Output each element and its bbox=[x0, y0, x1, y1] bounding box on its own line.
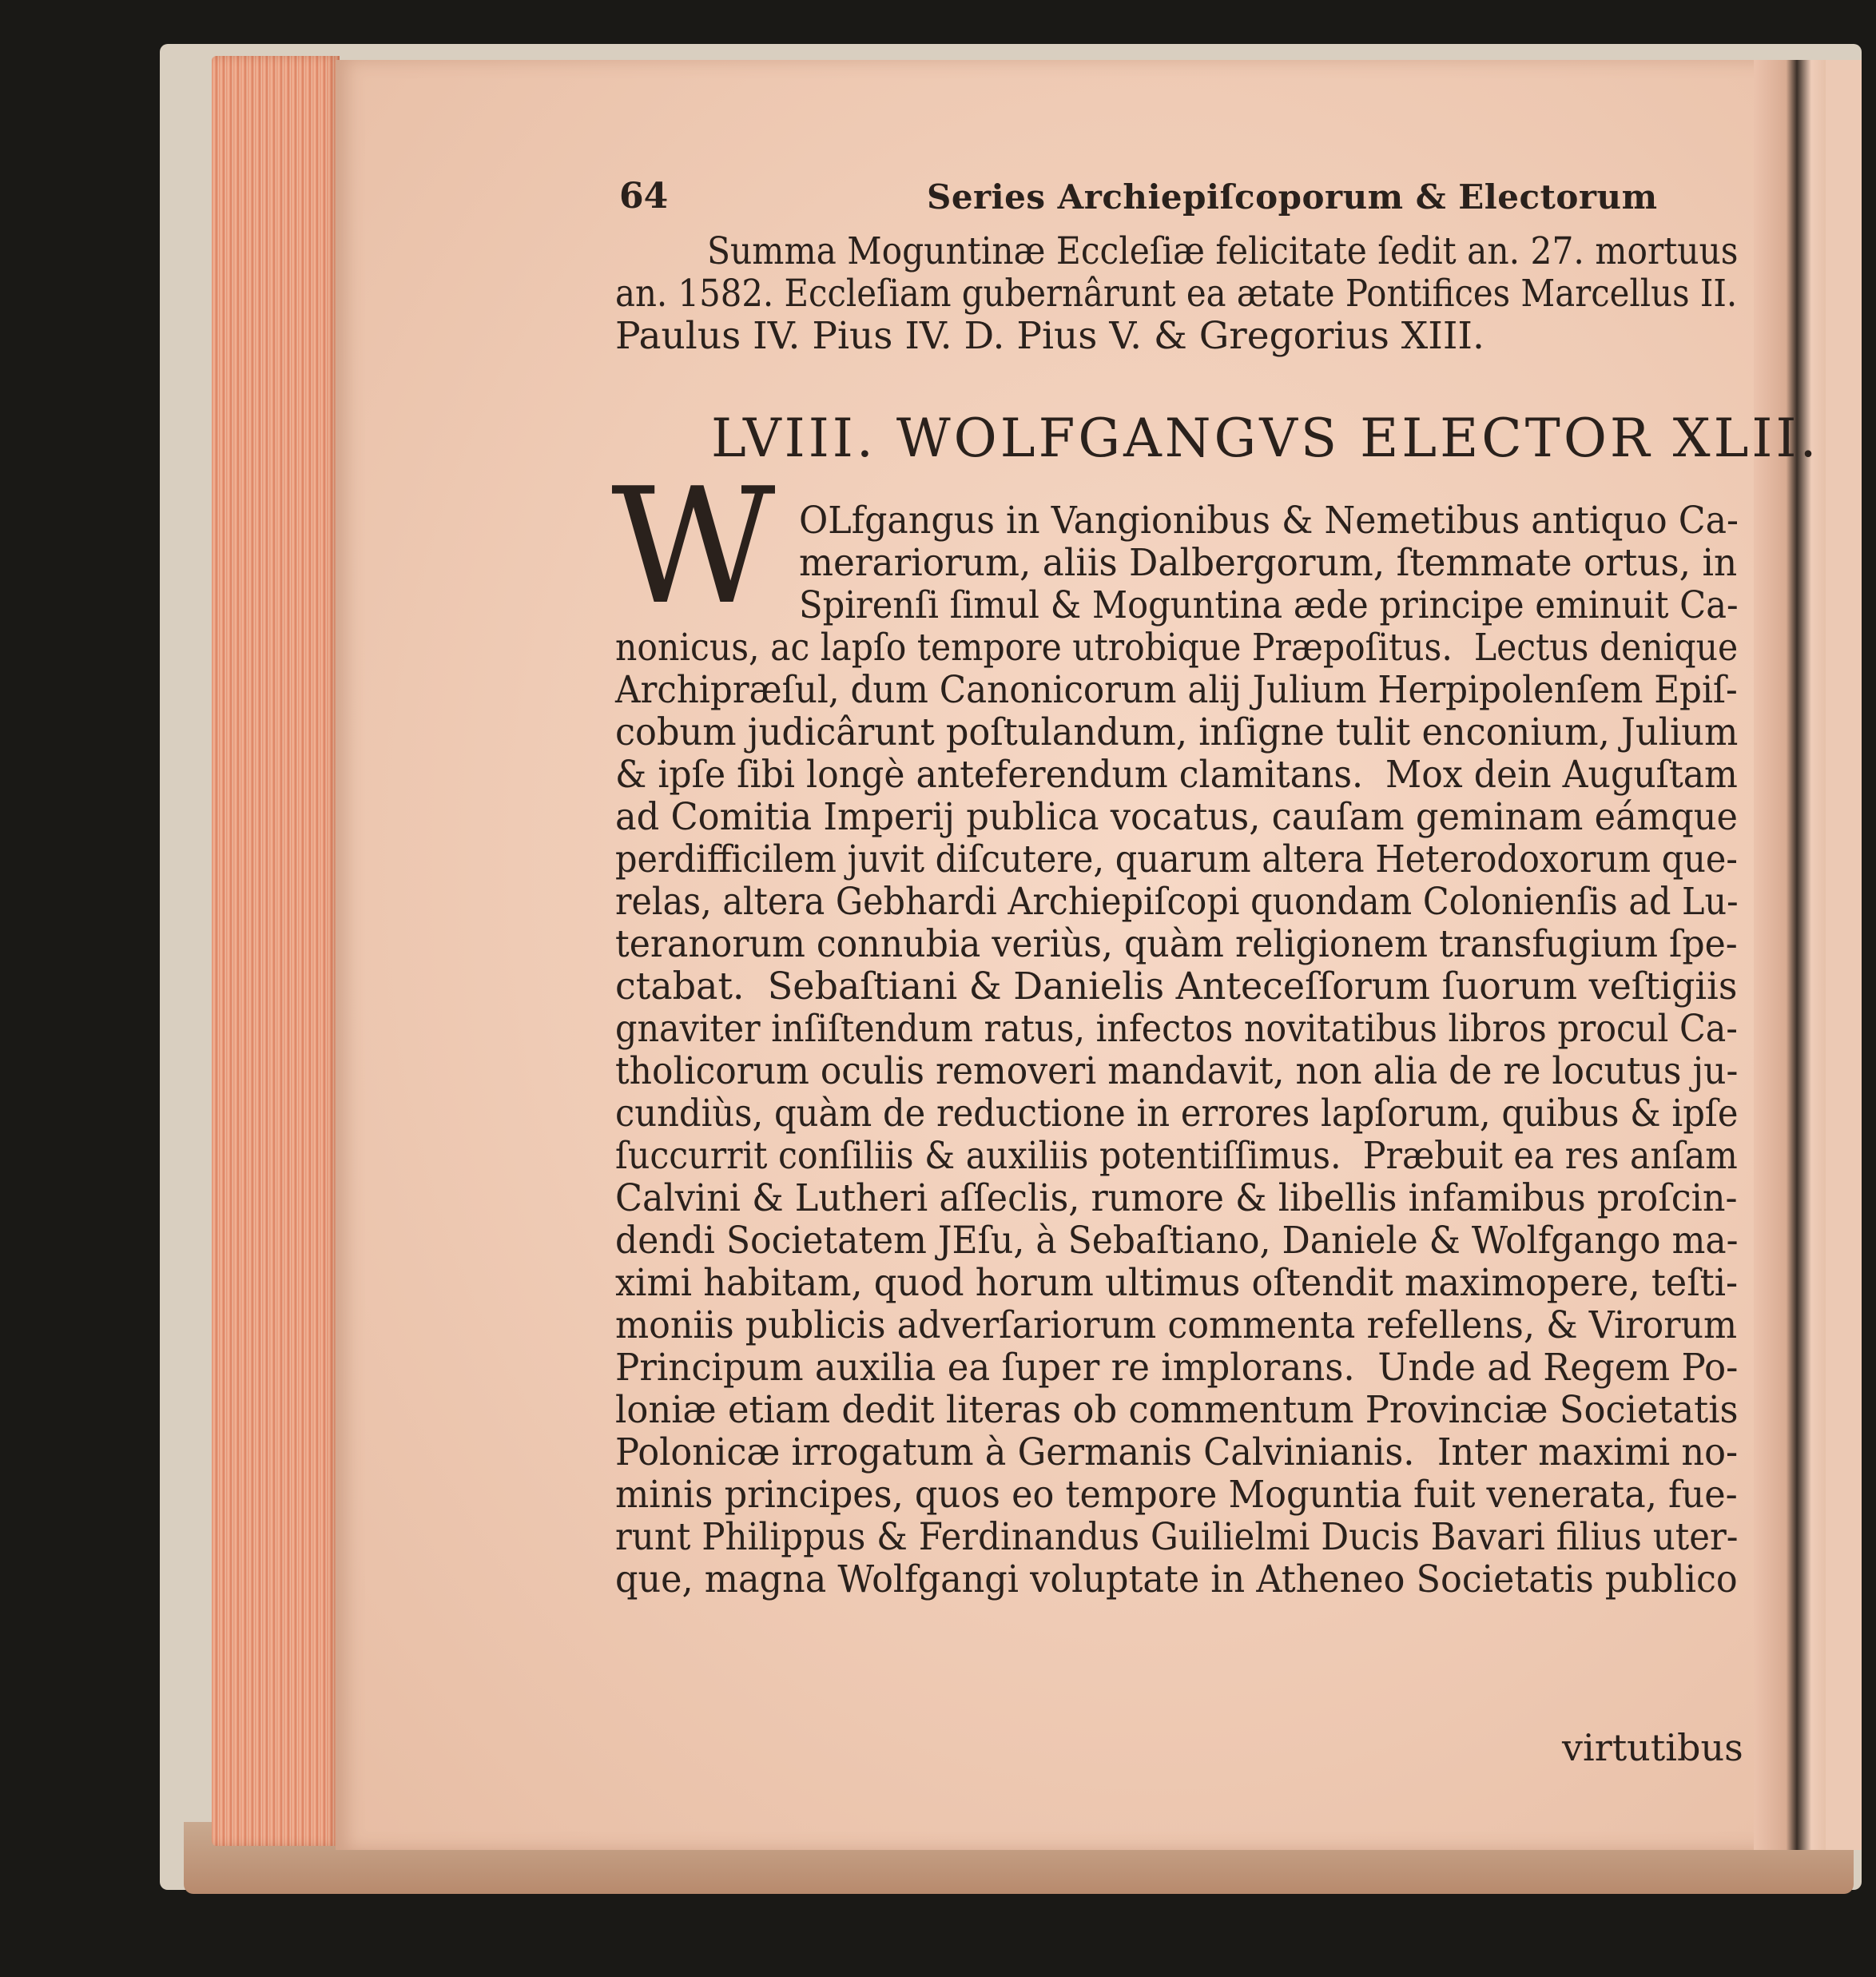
text-line: ad Comitia Imperij publica vocatus, cauſam geminam eámque bbox=[615, 795, 1738, 839]
text-line: cobum judicârunt poſtulandum, inſigne tulit enconium, Julium bbox=[615, 710, 1739, 754]
text-line: tholicorum oculis removeri mandavit, non alia de re locutus ju- bbox=[615, 1049, 1739, 1093]
text-line: & ipſe ſibi longè anteferendum clamitans. Mox dein Auguſtam bbox=[615, 753, 1738, 797]
text-line: ximi habitam, quod horum ultimus oſtendit maximopere, teſti- bbox=[615, 1261, 1739, 1305]
text-line: merariorum, aliis Dalbergorum, ſtemmate ortus, in bbox=[799, 541, 1738, 585]
text-line: Principum auxilia ea ſuper re implorans. Unde ad Regem Po- bbox=[615, 1346, 1739, 1390]
page-edges-red bbox=[212, 56, 340, 1846]
running-title: Series Archiepiſcoporum & Electorum bbox=[927, 177, 1658, 217]
section-heading: LVIII. WOLFGANGVS ELECTOR XLII. bbox=[711, 408, 1820, 469]
page-number: 64 bbox=[619, 176, 669, 217]
text-line: teranorum connubia veriùs, quàm religionem transfugium ſpe- bbox=[615, 922, 1738, 966]
catchword: virtutibus bbox=[1562, 1726, 1743, 1769]
text-line: Polonicæ irrogatum à Germanis Calvinianis. Inter maximi no- bbox=[615, 1430, 1739, 1474]
text-line: cundiùs, quàm de reductione in errores lapſorum, quibus & ipſe bbox=[615, 1092, 1739, 1136]
text-line: Archipræſul, dum Canonicorum alij Julium Herpipolenſem Epiſ- bbox=[615, 668, 1738, 712]
text-line: Calvini & Lutheri aſſeclis, rumore & libellis infamibus proſcin- bbox=[615, 1176, 1738, 1220]
text-line: que, magna Wolfgangi voluptate in Atheneo Societatis publico bbox=[615, 1557, 1738, 1601]
text-line: Spirenſi ſimul & Moguntina æde principe eminuit Ca- bbox=[799, 583, 1739, 627]
text-line: dendi Societatem JEſu, à Sebaſtiano, Daniele & Wolfgango ma- bbox=[615, 1219, 1739, 1263]
text-line: nonicus, ac lapſo tempore utrobique Præpoſitus. Lectus denique bbox=[615, 626, 1739, 670]
text-line: moniis publicis adverſariorum commenta refellens, & Virorum bbox=[615, 1303, 1738, 1347]
text-line: ſuccurrit conſiliis & auxiliis potentiſſimus. Præbuit ea res anſam bbox=[615, 1134, 1738, 1178]
right-page-sliver bbox=[1826, 60, 1862, 1850]
text-line: gnaviter inſiſtendum ratus, infectos novitatibus libros procul Ca- bbox=[615, 1007, 1738, 1051]
text-line: ctabat. Sebaſtiani & Danielis Anteceſſorum ſuorum veſtigiis bbox=[615, 965, 1738, 1008]
text-line: an. 1582. Eccleſiam gubernârunt ea ætate Pontifices Marcellus II. bbox=[615, 272, 1738, 316]
text-line: Paulus IV. Pius IV. D. Pius V. & Gregorius XIII. bbox=[615, 314, 1485, 358]
text-line: minis principes, quos eo tempore Moguntia fuit venerata, fue- bbox=[615, 1473, 1738, 1517]
text-line: perdifficilem juvit diſcutere, quarum altera Heterodoxorum que- bbox=[615, 837, 1738, 881]
text-line: Summa Moguntinæ Eccleſiæ felicitate ſedit an. 27. mortuus bbox=[707, 229, 1739, 273]
text-line: runt Philippus & Ferdinandus Guilielmi Ducis Bavari filius uter- bbox=[615, 1515, 1739, 1559]
running-head bbox=[619, 176, 1722, 224]
text-line: OLfgangus in Vangionibus & Nemetibus antiquo Ca- bbox=[799, 499, 1739, 543]
book-gutter bbox=[1754, 60, 1826, 1850]
text-line: loniæ etiam dedit literas ob commentum Provinciæ Societatis bbox=[615, 1388, 1739, 1432]
text-line: relas, altera Gebhardi Archiepiſcopi quondam Colonienſis ad Lu- bbox=[615, 880, 1739, 924]
drop-cap: W bbox=[611, 454, 776, 640]
